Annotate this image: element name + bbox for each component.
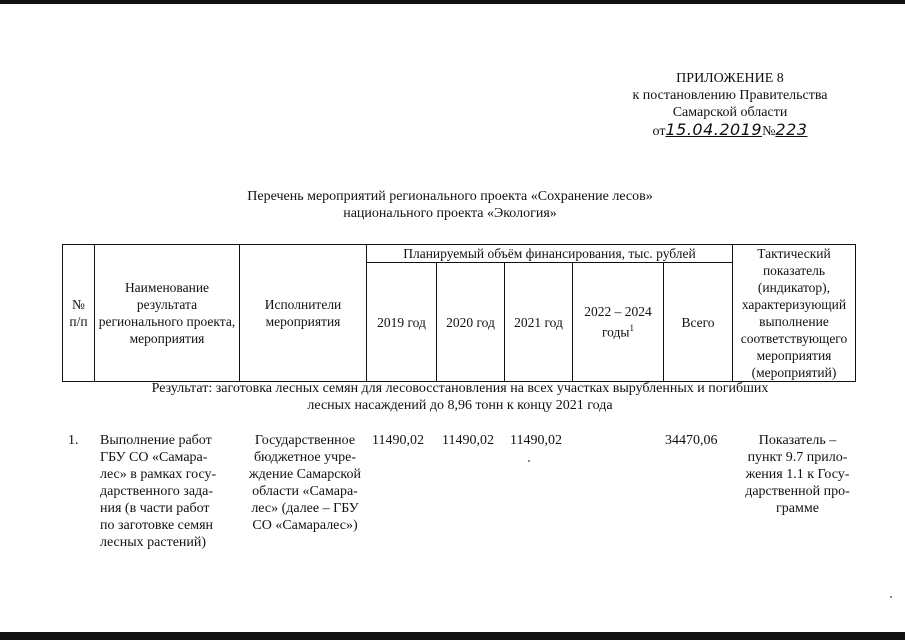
result-line-1: Результат: заготовка лесных семян для лесовосстановления на всех участках вырубленных и погибших xyxy=(151,381,769,396)
document-title-line-1: Перечень мероприятий регионального проекта «Сохранение лесов» xyxy=(247,189,653,204)
scan-edge-top xyxy=(0,0,905,4)
executor-line: области «Самара- xyxy=(252,484,358,499)
appendix-title: ПРИЛОЖЕНИЕ 8 xyxy=(676,71,784,86)
name-line: Выполнение работ xyxy=(100,433,212,448)
name-line: по заготовке семян xyxy=(100,518,214,533)
indicator-line: грамме xyxy=(776,501,819,516)
indicator-line: Показатель – xyxy=(758,433,837,448)
name-line: ния (в части работ xyxy=(100,501,210,516)
scan-speck xyxy=(528,460,530,462)
footnote-mark: 1 xyxy=(629,323,634,334)
executor-line: ждение Самарской xyxy=(248,467,362,482)
appendix-line-1: к постановлению Правительства xyxy=(632,88,828,103)
result-line-2: лесных насаждений до 8,96 тонн к концу 2021 года xyxy=(307,398,613,413)
row-value-2019: 11490,02 xyxy=(372,433,424,448)
row-indicator xyxy=(740,432,855,517)
name-line: лесных растений) xyxy=(100,535,207,550)
number-prefix: № xyxy=(762,124,776,139)
name-line: лес» в рамках госу- xyxy=(100,467,217,482)
header-years-2022-2024 xyxy=(573,263,664,382)
indicator-line: жения 1.1 к Госу- xyxy=(745,467,850,482)
date-prefix: от xyxy=(652,124,666,139)
scan-edge-bottom xyxy=(0,632,905,640)
row-number: 1. xyxy=(68,433,79,448)
header-funding: Планируемый объём финансирования, тыс. рублей xyxy=(367,245,733,263)
row-value-2021: 11490,02 xyxy=(510,433,562,448)
appendix-header xyxy=(560,70,900,140)
header-name: Наименование результата регионального проекта, мероприятия xyxy=(95,245,240,382)
executor-line: бюджетное учре- xyxy=(253,450,357,465)
executor-line: СО «Самаралес») xyxy=(252,518,358,533)
handwritten-number: 223 xyxy=(775,120,808,139)
name-line: ГБУ СО «Самара- xyxy=(100,450,208,465)
indicator-line: пункт 9.7 прило- xyxy=(747,450,848,465)
appendix-line-2: Самарской области xyxy=(672,105,788,120)
handwritten-date: 15.04.2019 xyxy=(665,120,763,139)
result-statement xyxy=(100,380,820,414)
years-2022-2024-label: 2022 – 2024 годы xyxy=(584,304,652,340)
header-year-2021: 2021 год xyxy=(505,263,573,382)
row-value-2020: 11490,02 xyxy=(442,433,494,448)
indicator-line: дарственной про- xyxy=(745,484,850,499)
row-measure-name xyxy=(100,432,230,551)
executor-line: Государственное xyxy=(254,433,356,448)
scan-speck xyxy=(890,596,892,598)
header-number: № п/п xyxy=(63,245,95,382)
row-executor xyxy=(244,432,366,534)
appendix-date-line xyxy=(560,121,900,140)
header-year-2020: 2020 год xyxy=(437,263,505,382)
header-indicator: Тактический показатель (индикатор), характеризующий выполнение соответствующего мероприятия (мероприятий) xyxy=(733,245,856,382)
header-total: Всего xyxy=(664,263,733,382)
document-title xyxy=(160,188,740,222)
measures-table-header xyxy=(62,244,856,382)
executor-line: лес» (далее – ГБУ xyxy=(251,501,359,516)
header-year-2019: 2019 год xyxy=(367,263,437,382)
header-executor: Исполнители мероприятия xyxy=(240,245,367,382)
name-line: дарственного зада- xyxy=(100,484,214,499)
row-value-total: 34470,06 xyxy=(665,433,718,448)
document-title-line-2: национального проекта «Экология» xyxy=(343,206,557,221)
